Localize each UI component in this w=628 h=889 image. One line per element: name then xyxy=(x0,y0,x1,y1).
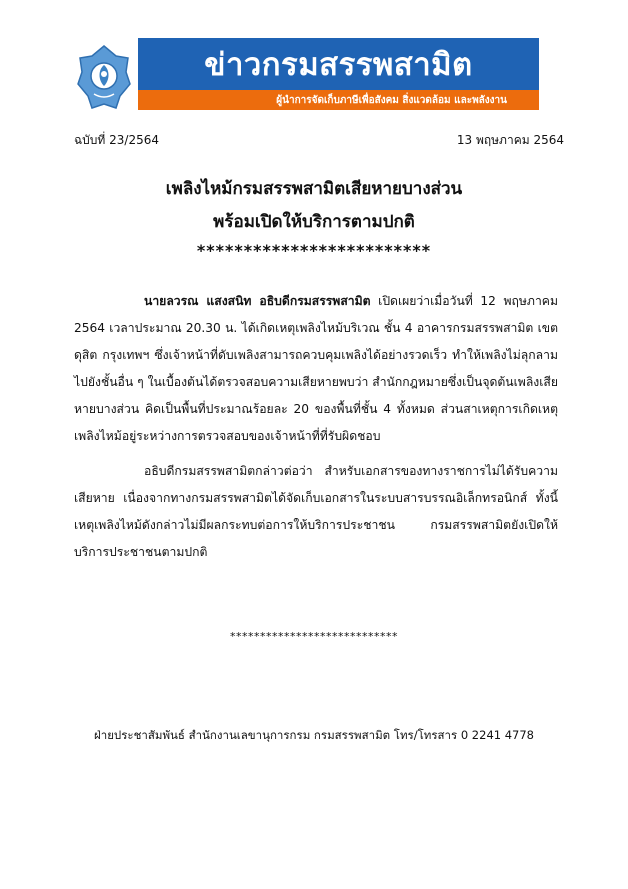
closing-separator: **************************** xyxy=(230,630,398,643)
headline-line-1: เพลิงไหม้กรมสรรพสามิตเสียหายบางส่วน xyxy=(165,179,463,199)
contact-footer: ฝ่ายประชาสัมพันธ์ สำนักงานเลขานุการกรม กรมสรรพสามิต โทร/โทรสาร 0 2241 4778 xyxy=(94,728,534,742)
paragraph-2-text: อธิบดีกรมสรรพสามิตกล่าวต่อว่า สำหรับเอกสารของทางราชการไม่ได้รับความเสียหาย เนื่องจากทางกรมสรรพสามิตได้จัดเก็บเอกสารในระบบสารบรรณอิเล็กทรอนิกส์ ทั้งนี้ เหตุเพลิงไหม้ดังกล่าวไม่มีผลกระทบต่อการให้บริการประชาชน กรมสรรพสามิตยังเปิดให้บริการประชาชนตามปกติ xyxy=(74,464,558,559)
headline-separator: ************************* xyxy=(196,241,432,260)
issue-number: ฉบับที่ 23/2564 xyxy=(74,133,159,147)
header-banner xyxy=(138,38,539,110)
banner-title-bar xyxy=(138,38,539,90)
headline-line-2: พร้อมเปิดให้บริการตามปกติ xyxy=(213,212,415,232)
release-date: 13 พฤษภาคม 2564 xyxy=(456,133,564,147)
body-paragraph-1 xyxy=(74,288,558,450)
body-paragraph-2 xyxy=(74,458,558,566)
spokesperson-name: นายลวรณ แสงสนิท อธิบดีกรมสรรพสามิต xyxy=(144,294,371,308)
banner-title: ข่าวกรมสรรพสามิต xyxy=(204,47,473,82)
banner-subtitle: ผู้นำการจัดเก็บภาษีเพื่อสังคม สิ่งแวดล้อม และพลังงาน xyxy=(276,94,507,106)
banner-subtitle-bar xyxy=(138,90,539,110)
paragraph-1-text: เปิดเผยว่าเมื่อวันที่ 12 พฤษภาคม 2564 เวลาประมาณ 20.30 น. ได้เกิดเหตุเพลิงไหม้บริเวณ ชั้น 4 อาคารกรมสรรพสามิต เขตดุสิต กรุงเทพฯ ซึ่งเจ้าหน้าที่ดับเพลิงสามารถควบคุมเพลิงได้อย่างรวดเร็ว ทำให้เพลิงไม่ลุกลามไปยังชั้นอื่น ๆ ในเบื้องต้นได้ตรวจสอบความเสียหายพบว่า สำนักกฎหมายซึ่งเป็นจุดต้นเพลิงเสียหายบางส่วน คิดเป็นพื้นที่ประมาณร้อยละ 20 ของพื้นที่ชั้น 4 ทั้งหมด ส่วนสาเหตุการเกิดเหตุเพลิงไหม้อยู่ระหว่างการตรวจสอบของเจ้าหน้าที่ที่รับผิดชอบ xyxy=(74,294,558,443)
excise-department-emblem-icon xyxy=(76,44,132,112)
